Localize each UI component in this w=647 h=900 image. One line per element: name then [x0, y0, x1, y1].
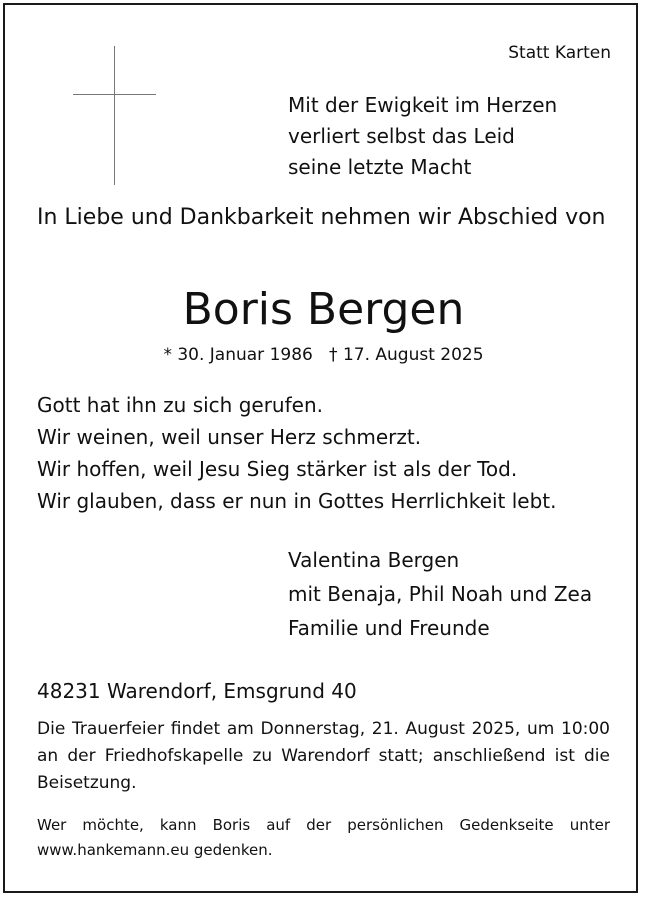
- motto-line: seine letzte Macht: [288, 155, 472, 179]
- motto: [288, 90, 557, 183]
- family-address: 48231 Warendorf, Emsgrund 40: [37, 679, 357, 703]
- verse-line: Gott hat ihn zu sich gerufen.: [37, 393, 323, 417]
- intro-text: In Liebe und Dankbarkeit nehmen wir Abschied von: [37, 205, 606, 230]
- mourner-line: Valentina Bergen: [288, 548, 460, 572]
- motto-line: verliert selbst das Leid: [288, 124, 515, 148]
- mourner-line: mit Benaja, Phil Noah und Zea: [288, 582, 593, 606]
- mourners: [288, 543, 592, 645]
- life-dates: * 30. Januar 1986 † 17. August 2025: [163, 345, 484, 365]
- funeral-service-info: Die Trauerfeier findet am Donnerstag, 21. August 2025, um 10:00 an der Friedhofskapelle zu Warendorf statt; anschließend ist die Beisetzung.: [37, 719, 610, 793]
- cross-vertical-bar: [114, 46, 115, 185]
- verse-line: Wir glauben, dass er nun in Gottes Herrlichkeit lebt.: [37, 489, 557, 513]
- mourner-line: Familie und Freunde: [288, 616, 490, 640]
- verse-line: Wir weinen, weil unser Herz schmerzt.: [37, 425, 422, 449]
- cross-horizontal-bar: [73, 94, 156, 95]
- motto-line: Mit der Ewigkeit im Herzen: [288, 93, 558, 117]
- verse-line: Wir hoffen, weil Jesu Sieg stärker ist als der Tod.: [37, 457, 518, 481]
- verse: [37, 389, 556, 517]
- memorial-page-info: Wer möchte, kann Boris auf der persönlichen Gedenkseite unter www.hankemann.eu gedenken.: [37, 816, 610, 859]
- deceased-name: Boris Bergen: [182, 284, 465, 335]
- statt-karten-label: Statt Karten: [508, 43, 611, 63]
